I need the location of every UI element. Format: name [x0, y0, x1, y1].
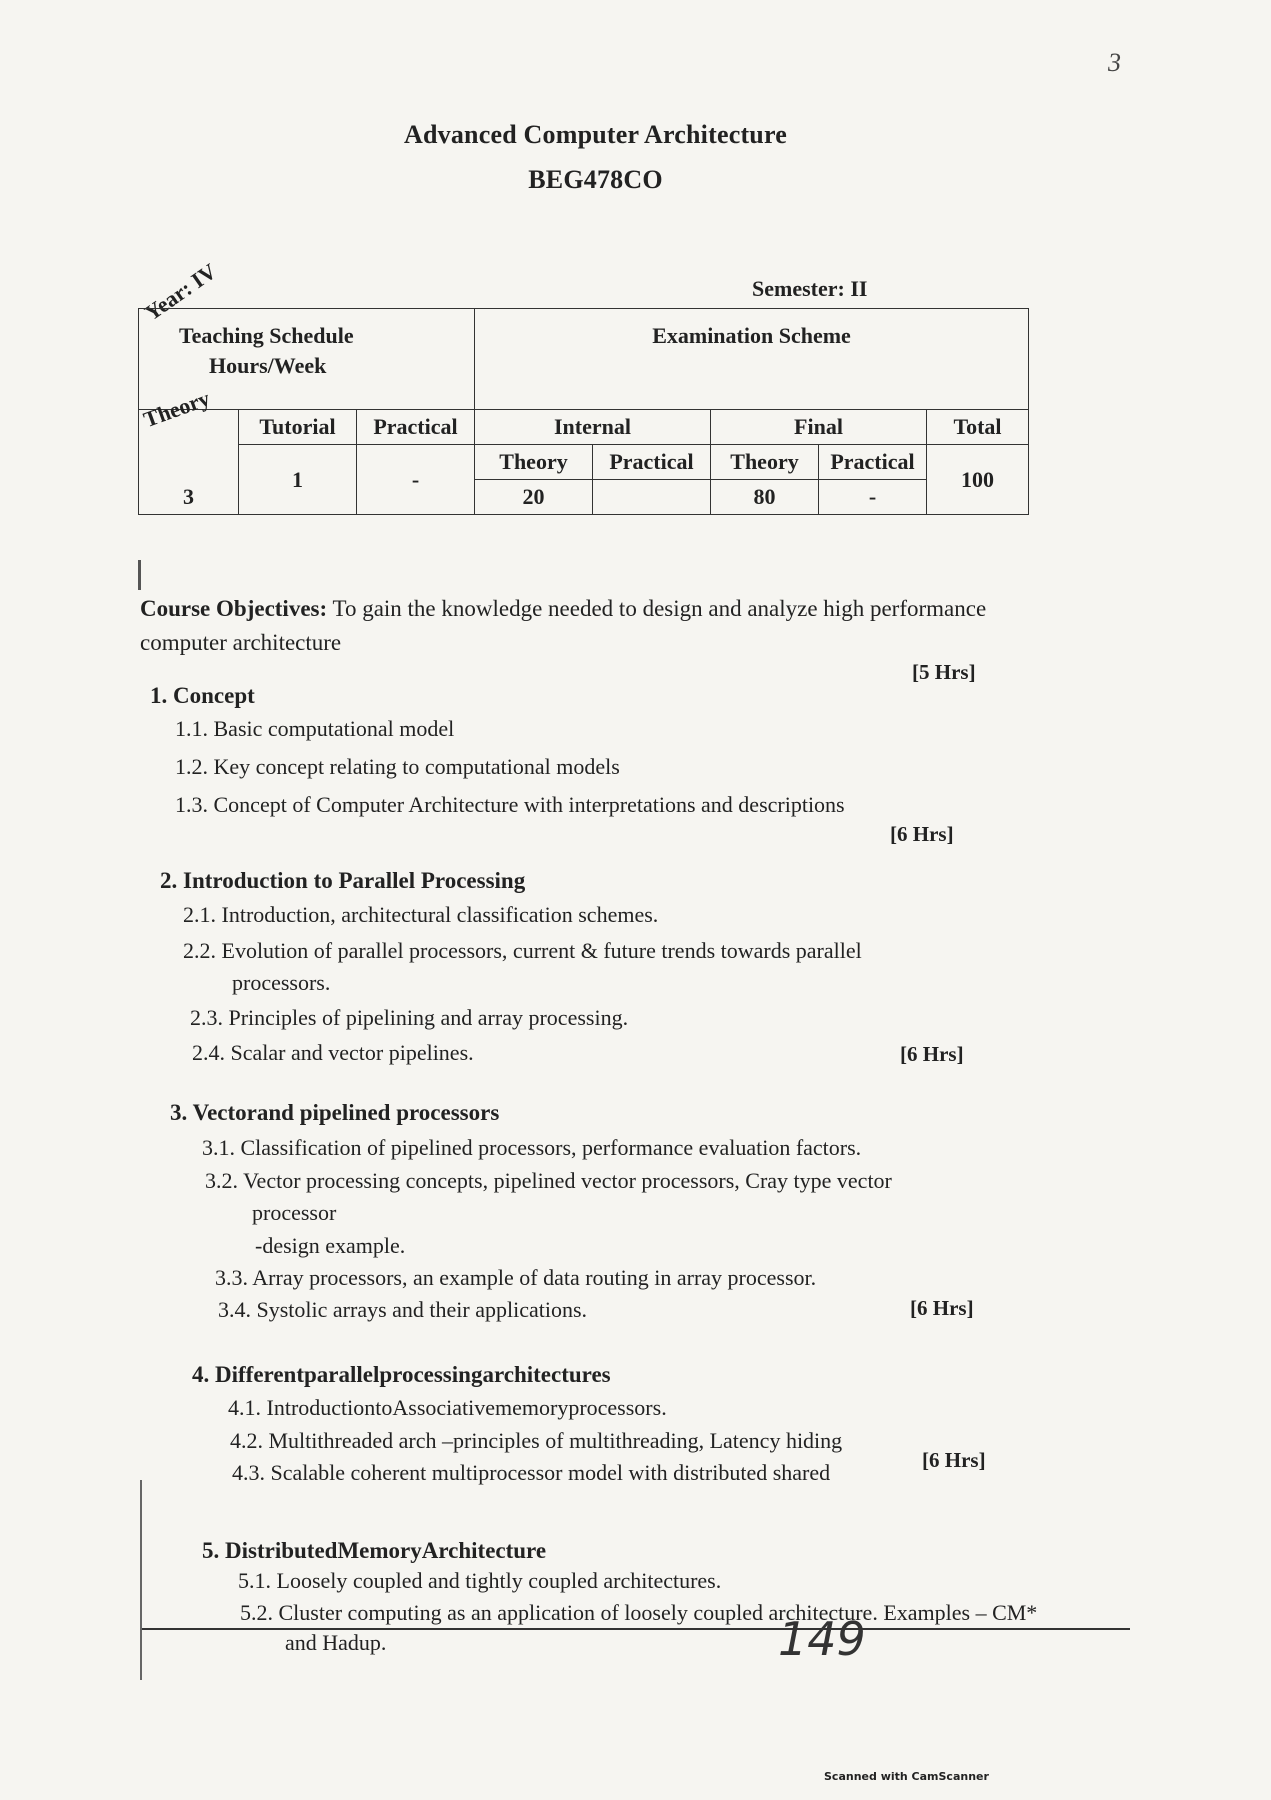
- scanner-watermark: Scanned with CamScanner: [824, 1770, 989, 1783]
- section-item: 2.3. Principles of pipelining and array processing.: [190, 1005, 629, 1030]
- course-objectives: [140, 592, 1020, 660]
- section-item: 4.1. IntroductiontoAssociativememoryprocessors.: [228, 1395, 667, 1420]
- teaching-examination-table: [138, 308, 1029, 515]
- final-header: Final: [711, 410, 927, 445]
- final-theory-value: 80: [711, 480, 819, 515]
- section-item: 3.3. Array processors, an example of data routing in array processor.: [215, 1265, 817, 1290]
- section-hours: [6 Hrs]: [922, 1448, 986, 1472]
- objectives-label: Course Objectives:: [140, 596, 328, 621]
- section-item: and Hadup.: [285, 1630, 387, 1655]
- objectives-text: To gain the knowledge needed to design and analyze high performance computer architecture: [140, 596, 987, 655]
- section-item: 5.1. Loosely coupled and tightly coupled architectures.: [238, 1568, 722, 1593]
- internal-theory-value: 20: [475, 480, 593, 515]
- section-item: 3.4. Systolic arrays and their applications.: [218, 1297, 588, 1322]
- year-label: Year: IV: [140, 258, 221, 326]
- section-item: 2.2. Evolution of parallel processors, current & future trends towards parallel: [183, 938, 862, 963]
- section-heading: [192, 1362, 611, 1388]
- divider-line: [140, 1628, 1130, 1630]
- theory-label: Theory: [140, 385, 214, 433]
- tutorial-value: 1: [239, 445, 357, 515]
- final-theory-header: Theory: [711, 445, 819, 480]
- section-item: 3.1. Classification of pipelined processors, performance evaluation factors.: [202, 1135, 862, 1160]
- section-hours: [6 Hrs]: [910, 1296, 974, 1320]
- section-number: 2.: [160, 868, 178, 893]
- section-title: Vectorand pipelined processors: [192, 1100, 500, 1125]
- internal-practical-header: Practical: [593, 445, 711, 480]
- corner-page-mark: 3: [1108, 48, 1121, 77]
- course-code: BEG478CO: [528, 165, 663, 194]
- semester-label: Semester: II: [752, 276, 868, 301]
- course-title: Advanced Computer Architecture: [404, 120, 787, 149]
- section-item: 1.3. Concept of Computer Architecture with interpretations and descriptions: [175, 792, 845, 817]
- section-number: 3.: [170, 1100, 188, 1125]
- table-border-fragment: [138, 560, 141, 590]
- section-item: 2.4. Scalar and vector pipelines.: [192, 1040, 474, 1065]
- section-title: Concept: [173, 683, 255, 708]
- teaching-schedule-label: Teaching Schedule: [179, 323, 354, 348]
- section-item: 1.1. Basic computational model: [175, 716, 455, 741]
- final-practical-header: Practical: [819, 445, 927, 480]
- internal-theory-header: Theory: [475, 445, 593, 480]
- total-header: Total: [927, 410, 1029, 445]
- theory-header: [139, 385, 239, 480]
- tutorial-header: Tutorial: [239, 410, 357, 445]
- total-value: 100: [927, 445, 1029, 515]
- section-item: 4.2. Multithreaded arch –principles of multithreading, Latency hiding: [230, 1428, 843, 1453]
- section-number: 5.: [202, 1538, 220, 1563]
- section-item: 1.2. Key concept relating to computational models: [175, 754, 620, 779]
- section-item: 5.2. Cluster computing as an application of loosely coupled architecture. Examples – CM*: [240, 1600, 1038, 1625]
- section-heading: [150, 683, 255, 709]
- section-item: processor: [252, 1200, 337, 1225]
- section-item: 2.1. Introduction, architectural classification schemes.: [183, 902, 659, 927]
- margin-line: [140, 1480, 142, 1680]
- internal-practical-value: [593, 480, 711, 515]
- section-item: -design example.: [255, 1233, 406, 1258]
- section-title: DistributedMemoryArchitecture: [225, 1538, 547, 1563]
- section-heading: [202, 1538, 546, 1564]
- section-title: Introduction to Parallel Processing: [183, 868, 526, 893]
- section-item: processors.: [232, 970, 331, 995]
- section-heading: [170, 1100, 499, 1126]
- handwritten-page-number: 149: [778, 1612, 866, 1666]
- section-item: 3.2. Vector processing concepts, pipelined vector processors, Cray type vector: [205, 1168, 892, 1193]
- section-hours: [6 Hrs]: [890, 822, 954, 846]
- section-item: 4.3. Scalable coherent multiprocessor model with distributed shared: [232, 1460, 831, 1485]
- section-heading: [160, 868, 525, 894]
- section-hours: [6 Hrs]: [900, 1042, 964, 1066]
- theory-value: 3: [139, 480, 239, 515]
- internal-header: Internal: [475, 410, 711, 445]
- section-number: 1.: [150, 683, 168, 708]
- practical-value: -: [357, 445, 475, 515]
- practical-header: Practical: [357, 410, 475, 445]
- section-hours: [5 Hrs]: [912, 660, 976, 684]
- hours-week-label: Hours/Week: [209, 353, 327, 378]
- section-title: Differentparallelprocessingarchitectures: [215, 1362, 611, 1387]
- examination-scheme-header: Examination Scheme: [475, 309, 1029, 410]
- final-practical-value: -: [819, 480, 927, 515]
- section-number: 4.: [192, 1362, 210, 1387]
